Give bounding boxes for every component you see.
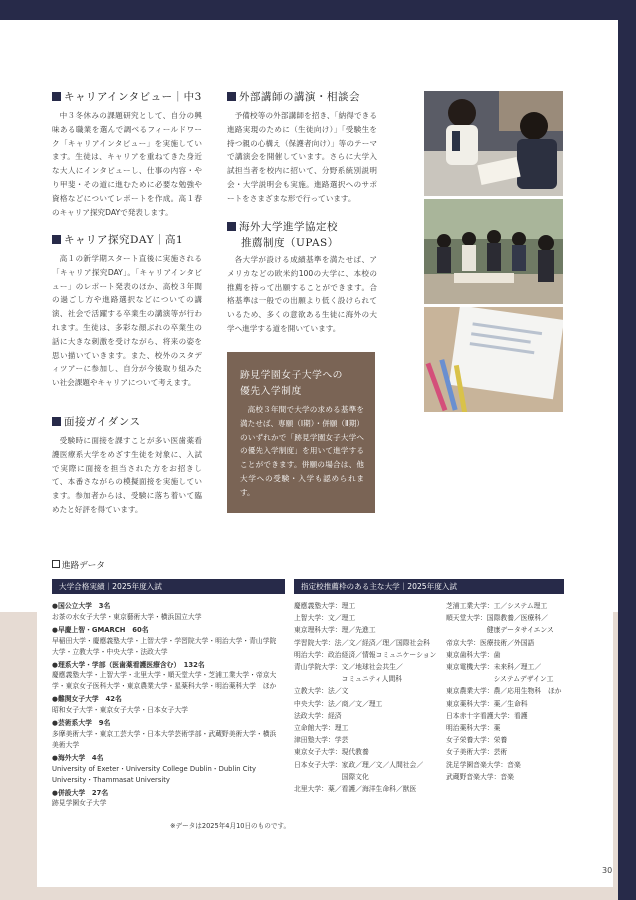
data-heading bbox=[52, 559, 105, 571]
designated-university-line: 洗足学園音楽大学：音楽 bbox=[446, 760, 521, 769]
designated-university-line: 東京理科大学：理／先進工 bbox=[294, 626, 376, 635]
overseas-title bbox=[227, 220, 338, 234]
designated-university-line: 武蔵野音楽大学：音楽 bbox=[446, 772, 514, 781]
admissions-group-title: ● 海外大学 4名 bbox=[52, 753, 282, 764]
designated-university-line: 東京電機大学：未来科／理工／ bbox=[446, 663, 542, 671]
designated-university-line: 国際文化 bbox=[294, 772, 369, 781]
designated-university-line: 慶應義塾大学：理工 bbox=[294, 602, 356, 610]
admissions-group-title: ● 国公立大学 3名 bbox=[52, 601, 282, 612]
admissions-group bbox=[52, 625, 282, 658]
designated-university-line: 上智大学：文／理工 bbox=[294, 614, 356, 623]
page-number: 30 bbox=[602, 866, 613, 875]
admissions-group bbox=[52, 694, 282, 716]
career-interview-title bbox=[52, 90, 202, 104]
admissions-group-title: ● 芸術系大学 9名 bbox=[52, 718, 282, 729]
designated-university-line: 青山学院大学：文／地球社会共生／ bbox=[294, 663, 403, 671]
documents-pens-photo bbox=[424, 307, 563, 412]
designated-university-line: 津田塾大学：学芸 bbox=[294, 736, 349, 745]
admissions-group-body: University of Exeter・University College Dublin・Dublin City University・Thammasat University bbox=[52, 764, 257, 784]
career-day-body: 高１の新学期スタート直後に実施される「キャリア探究DAY」。「キャリアインタビュー」のレポート発表のほか、高校３年間の過ごし方や進路選択などについての講演、社会で活躍する卒業生の講演等が行われます。生徒は、多彩な顔ぶれの卒業生の話に大きな刺激を受けながら、将来の姿を思い描いていきます。また、校外のスタディツアーに参加し、自分が今後取り組みたい社会課題やキャリアについて考えます。 bbox=[52, 254, 202, 388]
overseas-body: 各大学が設ける成績基準を満たせば、アメリカなどの欧米約100の大学に、本校の推薦を持って出願することができます。合格基準は一般での出願より低く設けられているため、多くの意欲ある生徒に海外の大学へ進学する道を開いています。 bbox=[227, 255, 377, 333]
external-lecture-body: 予備校等の外部講師を招き、「納得できる進路実現のために（生徒向け）」「受験生を持つ親の心構え（保護者向け）」等のテーマで講演会を開催しています。さらに大学入試担当者を校内に招いて、分野系統別説明会・大学説明会も実施。進路選択へのサポートをさまざまな形で行っています。 bbox=[227, 111, 377, 203]
admissions-group-title: ● 早慶上智・GMARCH 60名 bbox=[52, 625, 282, 636]
admissions-group bbox=[52, 788, 282, 810]
designated-university-line: 法政大学：経済 bbox=[294, 711, 342, 720]
designated-university-line: 中央大学：法／商／文／理工 bbox=[294, 699, 383, 708]
designated-university-line: 東京歯科大学：歯 bbox=[446, 650, 501, 659]
preferential-title-line1: 跡見学園女子大学への bbox=[240, 370, 343, 381]
designated-university-line: 明治大学：政治経済／情報コミュニケーション bbox=[294, 650, 437, 659]
designated-university-line: 東京薬科大学：薬／生命科 bbox=[446, 699, 528, 708]
career-interview-title-text: キャリアインタビュー｜中3 bbox=[64, 91, 202, 103]
preferential-admission-box bbox=[227, 352, 375, 513]
external-lecture-title bbox=[227, 90, 360, 104]
top-band bbox=[0, 0, 636, 20]
admissions-bar: 大学合格実績｜2025年度入試 bbox=[52, 579, 285, 594]
square-bullet-icon bbox=[52, 235, 61, 244]
admissions-group bbox=[52, 601, 282, 623]
overseas-title-line2: 推薦制度（UPAS） bbox=[241, 237, 339, 249]
career-day-title bbox=[52, 233, 183, 247]
admissions-group-body: 跡見学園女子大学 bbox=[52, 799, 107, 808]
designated-university-line: 女子美術大学：芸術 bbox=[446, 748, 508, 757]
preferential-title bbox=[240, 368, 343, 400]
preferential-title-line2: 優先入学制度 bbox=[240, 386, 302, 397]
admissions-group-title: ● 難関女子大学 42名 bbox=[52, 694, 282, 705]
square-bullet-icon bbox=[52, 417, 61, 426]
interview-guidance-title-text: 面接ガイダンス bbox=[64, 416, 141, 428]
designated-university-line: 北里大学：薬／看護／海洋生命科／獣医 bbox=[294, 785, 417, 793]
designated-university-line: 学習院大学：法／文／経済／理／国際社会科 bbox=[294, 638, 430, 647]
admissions-group-title: ● 併設大学 27名 bbox=[52, 788, 282, 799]
designated-university-line: コミュニティ人間科 bbox=[294, 675, 403, 684]
interview-guidance-title bbox=[52, 415, 140, 429]
designated-university-line: 順天堂大学：国際教養／医療科／ bbox=[446, 614, 548, 623]
admissions-list bbox=[52, 601, 282, 811]
designated-university-line: 日本女子大学：家政／理／文／人間社会／ bbox=[294, 760, 424, 769]
admissions-group-body: 多摩美術大学・東京工芸大学・日本大学芸術学部・武蔵野美術大学・横浜美術大学 bbox=[52, 729, 277, 749]
admissions-group-body: 早稲田大学・慶應義塾大学・上智大学・学習院大学・明治大学・青山学院大学・立教大学・中央大学・法政大学 bbox=[52, 636, 277, 656]
designated-university-line: 立命館大学：理工 bbox=[294, 724, 349, 732]
admissions-group bbox=[52, 718, 282, 751]
designated-university-line: 東京女子大学：現代教養 bbox=[294, 748, 369, 757]
students-studying-photo bbox=[424, 91, 563, 196]
career-day-title-text: キャリア探究DAY｜高1 bbox=[64, 234, 184, 246]
admissions-group-body: 昭和女子大学・東京女子大学・日本女子大学 bbox=[52, 706, 188, 715]
right-edge-band bbox=[618, 0, 636, 900]
admissions-group bbox=[52, 660, 282, 693]
designated-university-line: 明治薬科大学：薬 bbox=[446, 724, 501, 732]
designated-university-line: 女子栄養大学：栄養 bbox=[446, 736, 508, 745]
admissions-group-body: 慶應義塾大学・上智大学・北里大学・順天堂大学・芝浦工業大学・帝京大学・東京女子医科大学・東京農業大学・星薬科大学・明治薬科大学 ほか bbox=[52, 671, 277, 691]
designated-university-line: 芝浦工業大学：工／システム理工 bbox=[446, 602, 548, 610]
designated-university-line: 立教大学：法／文 bbox=[294, 687, 349, 696]
square-bullet-icon bbox=[227, 92, 236, 101]
designated-university-line: システムデザイン工 bbox=[446, 675, 554, 684]
square-outline-icon bbox=[52, 560, 60, 568]
admissions-group-body: お茶の水女子大学・東京藝術大学・横浜国立大学 bbox=[52, 612, 202, 621]
overseas-title-line1: 海外大学進学協定校 bbox=[239, 221, 338, 233]
data-note: ※データは2025年4月10日のものです。 bbox=[170, 822, 291, 830]
designated-university-line: 日本赤十字看護大学：看護 bbox=[446, 711, 528, 720]
interview-guidance-body: 受験時に面接を課すことが多い医歯薬看護医療系大学をめざす生徒を対象に、入試で実際に面接を担当された方をお招きして、本番さながらの模擬面接を実施しています。参加者からは、受験に落ち着いて臨めたと好評を得ています。 bbox=[52, 436, 202, 514]
admissions-group-title: ● 理系大学・学部（医歯薬看護医療含む） 132名 bbox=[52, 660, 282, 671]
career-interview-body: 中３冬休みの課題研究として、自分の興味ある職業を選んで調べるフィールドワーク「キャリアインタビュー」を実施しています。生徒は、キャリアを重ねてきた身近な大人にインタビューし、仕事の内容・やり甲斐・その道に進むために必要な勉強や資格などについてレポートを作成。高１春のキャリア探究DAYで発表します。 bbox=[52, 111, 202, 217]
designated-university-line: 帝京大学：医療技術／外国語 bbox=[446, 638, 535, 647]
career-fair-photo bbox=[424, 199, 563, 304]
preferential-body: 高校３年間で大学の求める基準を満たせば、専願（Ⅰ期）・併願（Ⅱ期）のいずれかで「跡見学園女子大学への優先入学制度」を用いて進学することができます。併願の場合は、他大学への受験・入学も認められます。 bbox=[240, 405, 364, 497]
data-heading-text: 進路データ bbox=[62, 561, 105, 571]
designated-university-line: 東京農業大学：農／応用生物科 ほか bbox=[446, 687, 562, 696]
external-lecture-title-text: 外部講師の講演・相談会 bbox=[239, 91, 360, 103]
square-bullet-icon bbox=[52, 92, 61, 101]
admissions-group bbox=[52, 753, 282, 786]
square-bullet-icon bbox=[227, 222, 236, 231]
designated-university-line: 健康データサイエンス bbox=[446, 626, 554, 635]
designated-bar: 指定校推薦枠のある主な大学｜2025年度入試 bbox=[294, 579, 564, 594]
